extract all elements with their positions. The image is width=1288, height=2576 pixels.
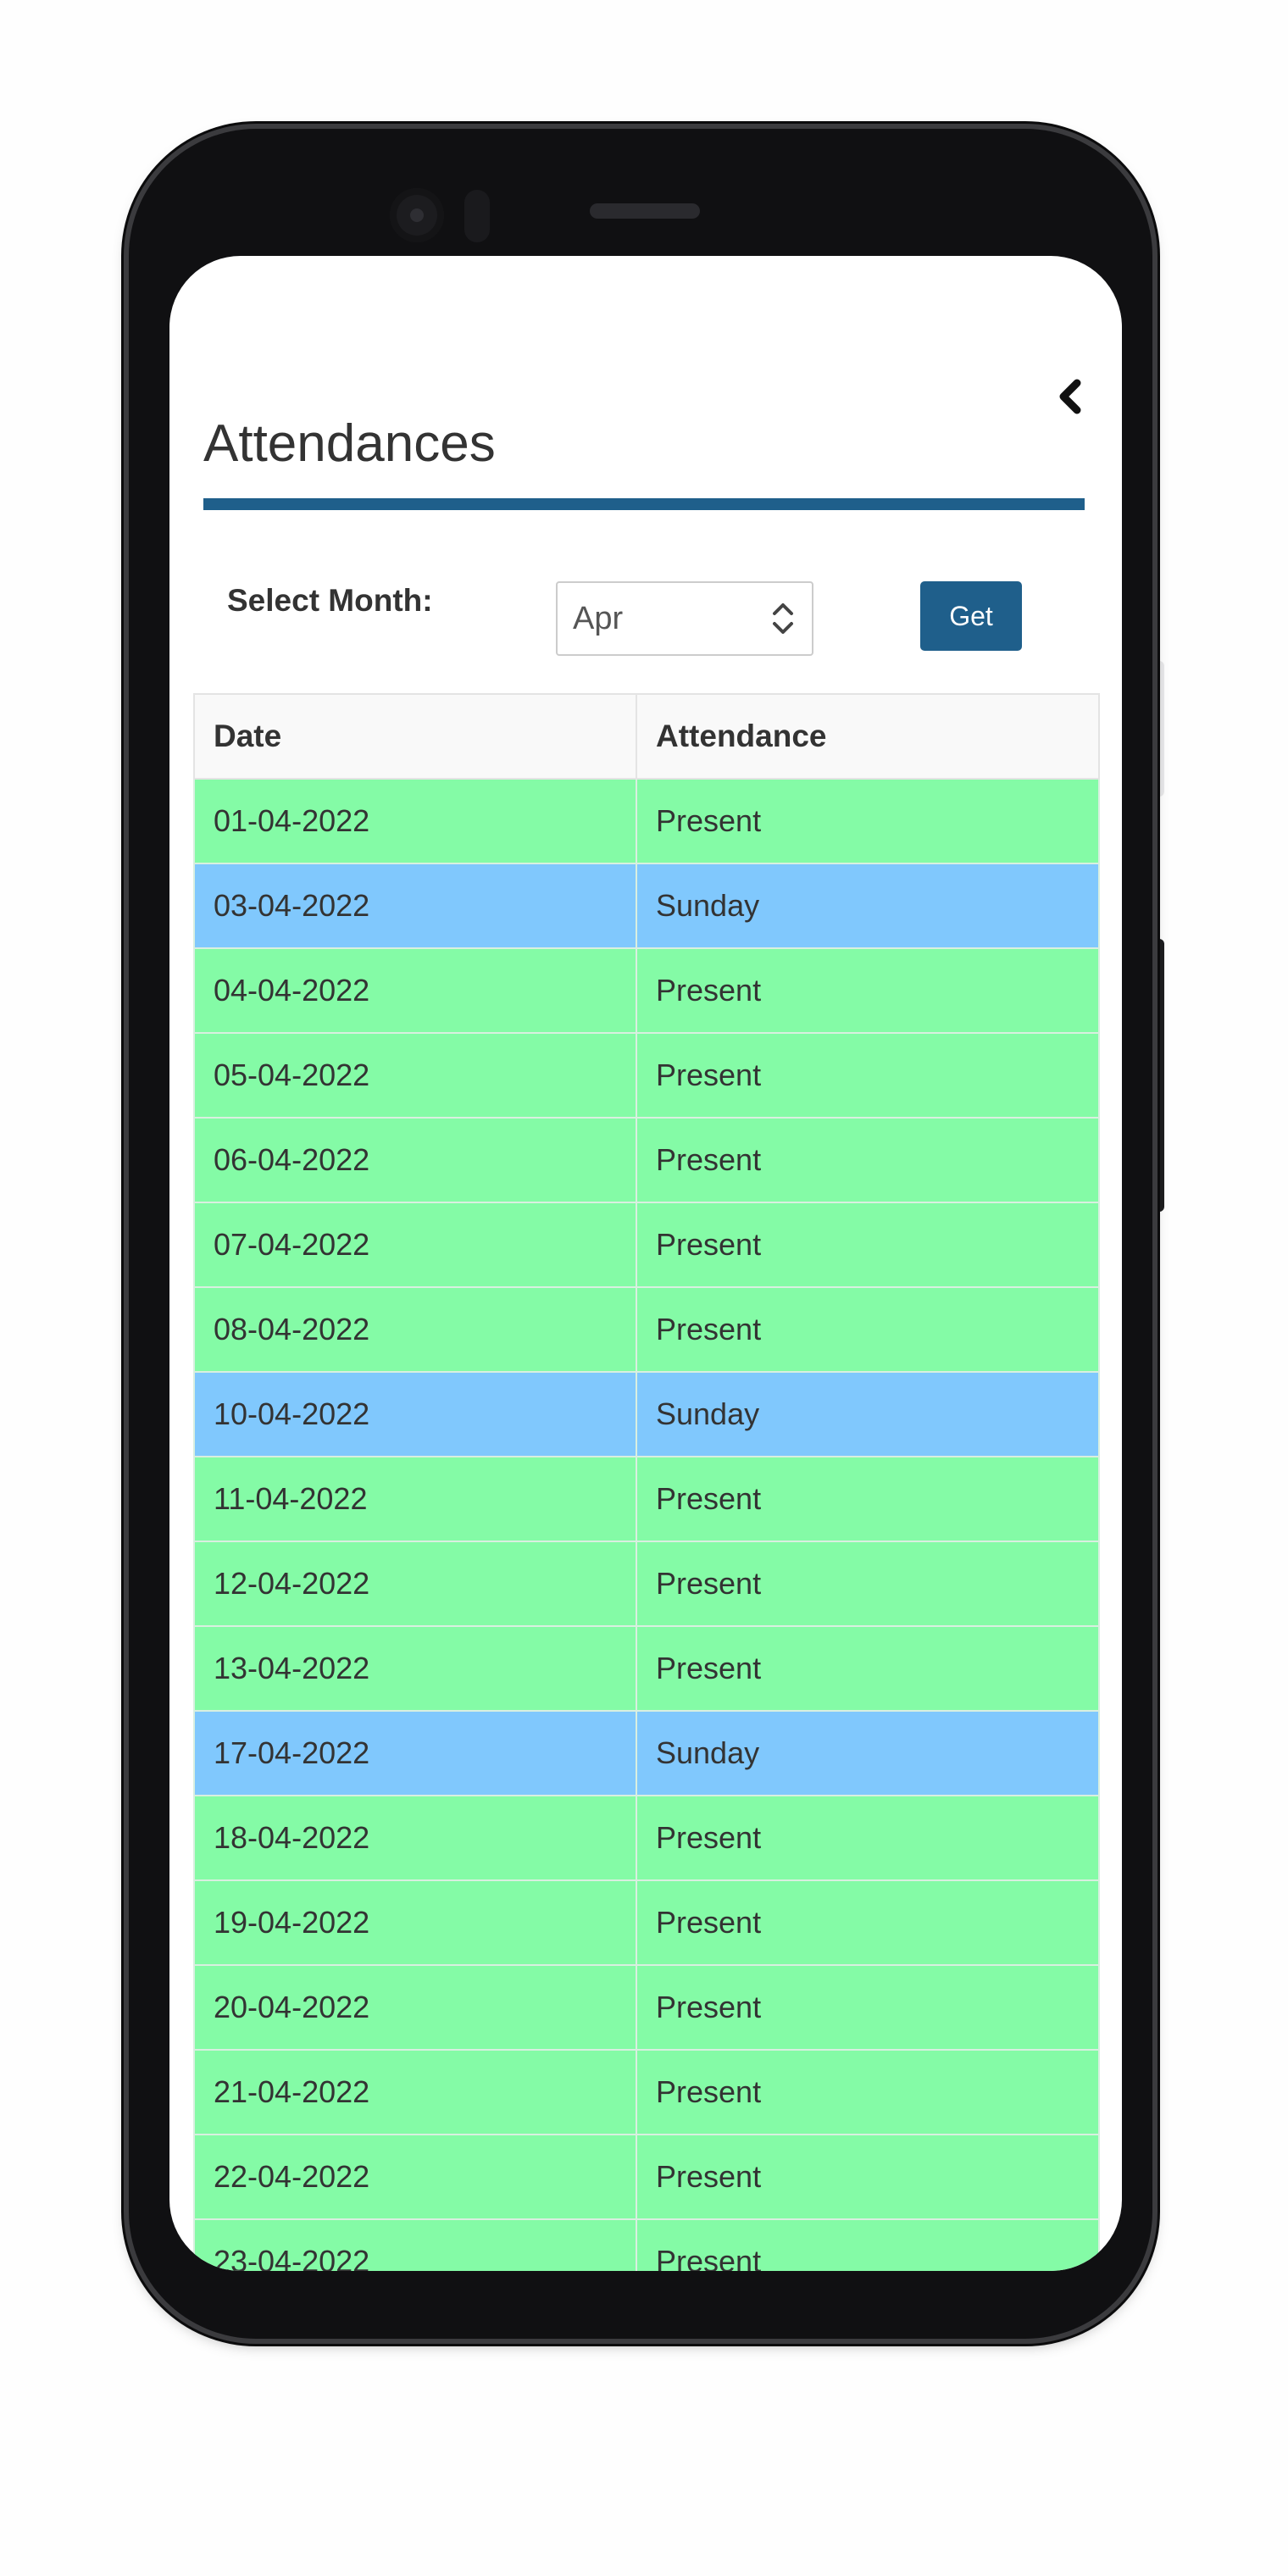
attendance-status-cell: Sunday bbox=[636, 1372, 1099, 1457]
attendance-status-cell: Present bbox=[636, 948, 1099, 1033]
device-side-button-upper bbox=[1152, 661, 1164, 797]
attendance-status-cell: Present bbox=[636, 1626, 1099, 1711]
table-row bbox=[194, 2219, 1099, 2271]
column-header-date: Date bbox=[194, 694, 636, 779]
attendance-table bbox=[193, 693, 1100, 2271]
table-row bbox=[194, 1202, 1099, 1287]
front-camera bbox=[390, 188, 444, 242]
date-cell: 21-04-2022 bbox=[194, 2050, 636, 2135]
chevron-left-icon bbox=[1057, 378, 1082, 415]
title-divider bbox=[203, 498, 1085, 510]
date-cell: 23-04-2022 bbox=[194, 2219, 636, 2271]
date-cell: 11-04-2022 bbox=[194, 1457, 636, 1541]
date-cell: 13-04-2022 bbox=[194, 1626, 636, 1711]
up-down-chevron-icon bbox=[766, 593, 800, 644]
date-cell: 18-04-2022 bbox=[194, 1796, 636, 1880]
table-row bbox=[194, 1457, 1099, 1541]
select-month-label: Select Month: bbox=[227, 583, 433, 618]
table-row bbox=[194, 1711, 1099, 1796]
date-cell: 05-04-2022 bbox=[194, 1033, 636, 1118]
date-cell: 19-04-2022 bbox=[194, 1880, 636, 1965]
attendance-status-cell: Sunday bbox=[636, 863, 1099, 948]
table-row bbox=[194, 1372, 1099, 1457]
table-row bbox=[194, 1287, 1099, 1372]
attendance-status-cell: Present bbox=[636, 1118, 1099, 1202]
date-cell: 01-04-2022 bbox=[194, 779, 636, 863]
date-cell: 04-04-2022 bbox=[194, 948, 636, 1033]
attendance-status-cell: Present bbox=[636, 1457, 1099, 1541]
table-row bbox=[194, 863, 1099, 948]
table-row bbox=[194, 1626, 1099, 1711]
table-row bbox=[194, 1118, 1099, 1202]
table-row bbox=[194, 2050, 1099, 2135]
earpiece-speaker bbox=[590, 203, 700, 219]
device-power-button bbox=[1152, 939, 1164, 1212]
page-title: Attendances bbox=[203, 414, 496, 473]
table-row bbox=[194, 1033, 1099, 1118]
date-cell: 03-04-2022 bbox=[194, 863, 636, 948]
attendance-status-cell: Sunday bbox=[636, 1711, 1099, 1796]
date-cell: 12-04-2022 bbox=[194, 1541, 636, 1626]
attendance-status-cell: Present bbox=[636, 2050, 1099, 2135]
attendance-table-body bbox=[194, 779, 1099, 2271]
date-cell: 07-04-2022 bbox=[194, 1202, 636, 1287]
back-button[interactable] bbox=[1051, 373, 1088, 420]
column-header-attendance: Attendance bbox=[636, 694, 1099, 779]
get-button[interactable]: Get bbox=[920, 581, 1022, 651]
date-cell: 22-04-2022 bbox=[194, 2135, 636, 2219]
table-row bbox=[194, 1965, 1099, 2050]
attendance-status-cell: Present bbox=[636, 1796, 1099, 1880]
date-cell: 20-04-2022 bbox=[194, 1965, 636, 2050]
attendance-status-cell: Present bbox=[636, 1880, 1099, 1965]
table-row bbox=[194, 2135, 1099, 2219]
month-select[interactable] bbox=[556, 581, 813, 656]
date-cell: 10-04-2022 bbox=[194, 1372, 636, 1457]
table-row bbox=[194, 779, 1099, 863]
attendance-status-cell: Present bbox=[636, 1202, 1099, 1287]
date-cell: 17-04-2022 bbox=[194, 1711, 636, 1796]
attendance-status-cell: Present bbox=[636, 1287, 1099, 1372]
proximity-sensor bbox=[464, 190, 490, 242]
month-select-value: Apr bbox=[573, 600, 624, 636]
date-cell: 06-04-2022 bbox=[194, 1118, 636, 1202]
table-row bbox=[194, 1796, 1099, 1880]
attendance-status-cell: Present bbox=[636, 779, 1099, 863]
attendance-status-cell: Present bbox=[636, 2135, 1099, 2219]
attendance-status-cell: Present bbox=[636, 1033, 1099, 1118]
table-row bbox=[194, 948, 1099, 1033]
table-header-row bbox=[194, 694, 1099, 779]
attendance-status-cell: Present bbox=[636, 2219, 1099, 2271]
table-row bbox=[194, 1541, 1099, 1626]
attendance-status-cell: Present bbox=[636, 1965, 1099, 2050]
table-row bbox=[194, 1880, 1099, 1965]
date-cell: 08-04-2022 bbox=[194, 1287, 636, 1372]
attendance-status-cell: Present bbox=[636, 1541, 1099, 1626]
app-screen bbox=[169, 256, 1122, 2271]
